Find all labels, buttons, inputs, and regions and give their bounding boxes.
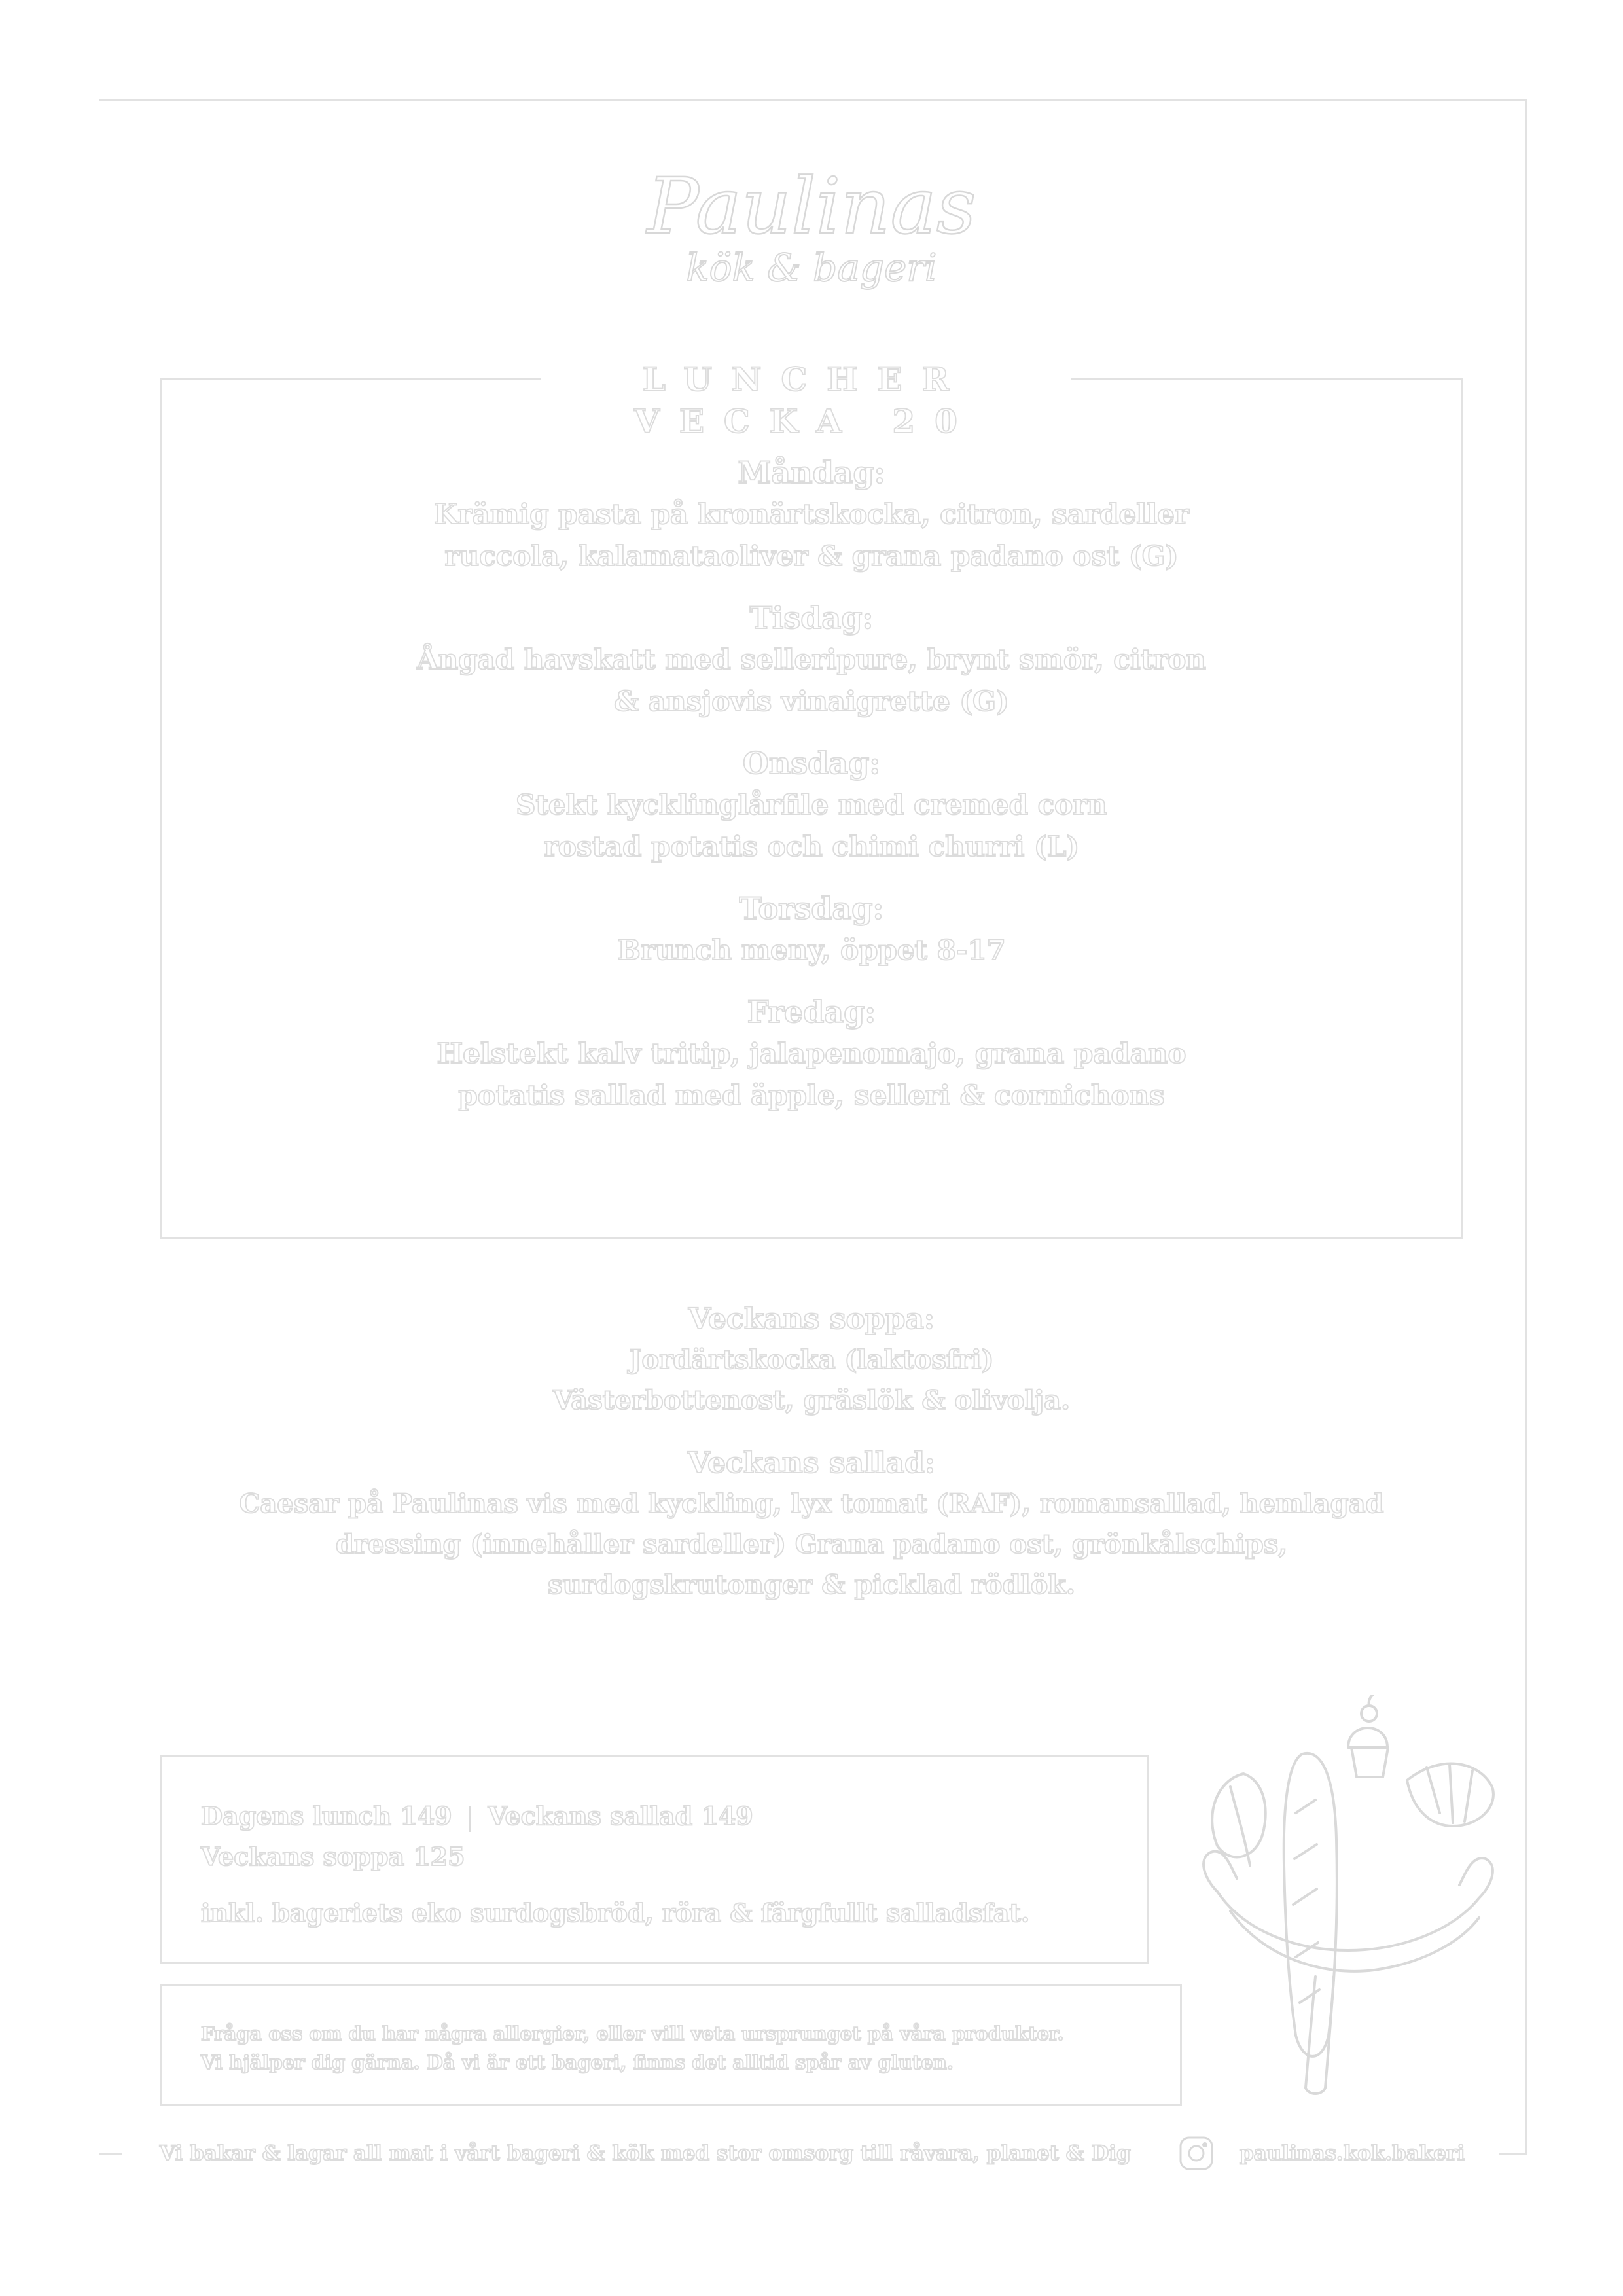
day-thursday	[160, 888, 1463, 971]
instagram-handle[interactable]: paulinas.kok.bakeri	[1240, 2142, 1465, 2165]
dish-line: Stekt kycklinglårfile med cremed corn	[516, 789, 1107, 821]
price-dagens-lunch: Dagens lunch 149	[201, 1801, 452, 1831]
frame-left-tick	[99, 2153, 122, 2155]
extra-line: Caesar på Paulinas vis med kyckling, lyx tomat (RAF), romansallad, hemlagad	[239, 1488, 1384, 1519]
dish-line: Ångad havskatt med selleripure, brynt smör, citron	[417, 643, 1206, 675]
allergy-box	[160, 1984, 1182, 2106]
day-monday	[160, 452, 1463, 577]
day-name: Tisdag:	[749, 600, 874, 636]
frame-right-rule	[1525, 99, 1527, 2155]
allergy-line: Vi hjälper dig gärna. Då vi är ett bageri, finns det alltid spår av gluten.	[201, 2051, 954, 2073]
day-tuesday	[160, 597, 1463, 723]
lunch-days	[160, 452, 1463, 1136]
price-box	[160, 1755, 1149, 1964]
weekly-extras	[160, 1299, 1463, 1628]
day-wednesday	[160, 742, 1463, 868]
extra-line: surdogskrutonger & picklad rödlök.	[548, 1570, 1075, 1600]
lunch-heading: LUNCHER VECKA 20	[634, 360, 977, 440]
extra-name: Veckans sallad:	[687, 1446, 936, 1480]
logo-title: Paulinas	[647, 161, 976, 251]
price-note: inkl. bageriets eko surdogsbröd, röra & färgfullt salladsfat.	[201, 1898, 1030, 1928]
dish-line: & ansjovis vinaigrette (G)	[614, 685, 1009, 717]
day-name: Måndag:	[738, 455, 885, 490]
extra-line: dressing (innehåller sardeller) Grana padano ost, grönkålschips,	[335, 1529, 1288, 1560]
weekly-soup	[160, 1299, 1463, 1421]
bakery-illustration	[1191, 1695, 1499, 2101]
logo	[641, 161, 982, 314]
day-name: Onsdag:	[742, 745, 881, 781]
price-separator	[469, 1806, 471, 1832]
price-veckans-soppa: Veckans soppa 125	[201, 1842, 465, 1871]
dish-line: Krämig pasta på kronärtskocka, citron, sardeller	[434, 498, 1189, 530]
dish-line: ruccola, kalamataoliver & grana padano ost (G)	[444, 540, 1179, 572]
weekly-salad	[160, 1443, 1463, 1605]
price-veckans-sallad: Veckans sallad 149	[488, 1801, 753, 1831]
logo-subtitle: kök & bageri	[686, 245, 937, 290]
dish-line: rostad potatis och chimi churri (L)	[543, 831, 1080, 863]
day-name: Fredag:	[747, 994, 876, 1030]
allergy-line: Fråga oss om du har några allergier, eller vill veta ursprunget på våra produkter.	[201, 2022, 1064, 2045]
dish-line: Helstekt kalv tritip, jalapenomajo, grana padano	[437, 1037, 1186, 1069]
day-name: Torsdag:	[739, 891, 884, 926]
dish-line: Brunch meny, öppet 8-17	[617, 934, 1006, 966]
footer	[160, 2135, 1469, 2174]
instagram-icon[interactable]	[1178, 2135, 1215, 2172]
price-row	[201, 1798, 753, 1835]
extra-line: Jordärtskocka (laktosfri)	[629, 1344, 994, 1375]
day-friday	[160, 991, 1463, 1117]
footer-text: Vi bakar & lagar all mat i vårt bageri & kök med stor omsorg till råvara, planet & Dig	[160, 2142, 1131, 2165]
extra-line: Västerbottenost, gräslök & olivolja.	[553, 1385, 1070, 1416]
frame-top-rule	[99, 99, 1526, 101]
frame-bottom-tick	[1499, 2153, 1526, 2155]
extra-name: Veckans soppa:	[688, 1302, 935, 1336]
dish-line: potatis sallad med äpple, selleri & cornichons	[458, 1079, 1165, 1111]
